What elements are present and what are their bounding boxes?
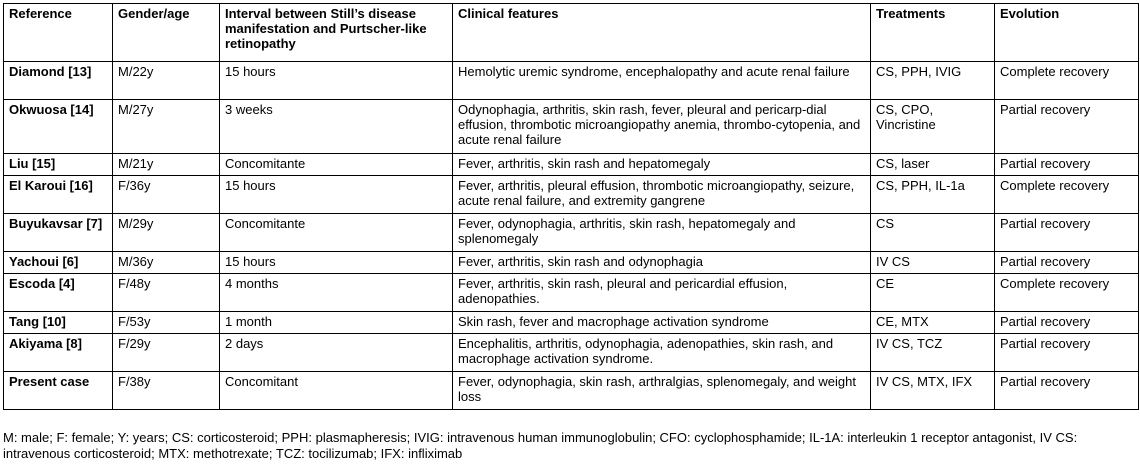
cell-treatments: IV CS, MTX, IFX [871, 372, 995, 410]
cell-reference: Buyukavsar [7] [4, 214, 113, 252]
cell-gender-age: M/22y [113, 62, 220, 100]
cell-interval: 1 month [220, 312, 453, 334]
cell-reference: Diamond [13] [4, 62, 113, 100]
cell-gender-age: M/36y [113, 252, 220, 274]
cell-evolution: Partial recovery [995, 154, 1139, 176]
cell-interval: 3 weeks [220, 100, 453, 154]
cell-reference: Okwuosa [14] [4, 100, 113, 154]
cell-treatments: CS, PPH, IVIG [871, 62, 995, 100]
cell-gender-age: F/38y [113, 372, 220, 410]
cell-treatments: CS, CPO, Vincristine [871, 100, 995, 154]
cell-clinical-features: Hemolytic uremic syndrome, encephalopathy and acute renal failure [453, 62, 871, 100]
cell-clinical-features: Odynophagia, arthritis, skin rash, fever, pleural and pericarp-dial effusion, thrombotic microangiopathy anemia, thrombo-cytopenia, and acute renal failure [453, 100, 871, 154]
cell-clinical-features: Fever, arthritis, skin rash, pleural and pericardial effusion, adenopathies. [453, 274, 871, 312]
table-row [4, 252, 1139, 274]
table-row [4, 154, 1139, 176]
cell-clinical-features: Fever, arthritis, skin rash and odynophagia [453, 252, 871, 274]
cell-interval: 4 months [220, 274, 453, 312]
table-row [4, 274, 1139, 312]
cell-clinical-features: Fever, odynophagia, skin rash, arthralgias, splenomegaly, and weight loss [453, 372, 871, 410]
table-row [4, 372, 1139, 410]
cell-gender-age: F/36y [113, 176, 220, 214]
case-table [3, 3, 1139, 410]
col-header-gender-age: Gender/age [113, 4, 220, 62]
cell-evolution: Partial recovery [995, 372, 1139, 410]
table-row [4, 100, 1139, 154]
col-header-evolution: Evolution [995, 4, 1139, 62]
cell-gender-age: F/29y [113, 334, 220, 372]
cell-treatments: CS, laser [871, 154, 995, 176]
cell-interval: 15 hours [220, 176, 453, 214]
cell-evolution: Complete recovery [995, 274, 1139, 312]
table-row [4, 176, 1139, 214]
cell-reference: El Karoui [16] [4, 176, 113, 214]
cell-interval: 15 hours [220, 62, 453, 100]
cell-interval: 15 hours [220, 252, 453, 274]
cell-reference: Present case [4, 372, 113, 410]
cell-treatments: CE [871, 274, 995, 312]
cell-clinical-features: Fever, arthritis, pleural effusion, thrombotic microangiopathy, seizure, acute renal failure, and extremity gangrene [453, 176, 871, 214]
cell-treatments: CS [871, 214, 995, 252]
cell-clinical-features: Fever, odynophagia, arthritis, skin rash, hepatomegaly and splenomegaly [453, 214, 871, 252]
cell-clinical-features: Encephalitis, arthritis, odynophagia, adenopathies, skin rash, and macrophage activation syndrome. [453, 334, 871, 372]
cell-evolution: Partial recovery [995, 312, 1139, 334]
table-row [4, 62, 1139, 100]
cell-gender-age: M/21y [113, 154, 220, 176]
cell-interval: Concomitant [220, 372, 453, 410]
cell-treatments: IV CS, TCZ [871, 334, 995, 372]
cell-treatments: CE, MTX [871, 312, 995, 334]
cell-evolution: Complete recovery [995, 176, 1139, 214]
cell-reference: Yachoui [6] [4, 252, 113, 274]
cell-gender-age: M/27y [113, 100, 220, 154]
col-header-clinical-features: Clinical features [453, 4, 871, 62]
cell-gender-age: M/29y [113, 214, 220, 252]
col-header-reference: Reference [4, 4, 113, 62]
cell-interval: 2 days [220, 334, 453, 372]
table-row [4, 214, 1139, 252]
cell-reference: Liu [15] [4, 154, 113, 176]
cell-interval: Concomitante [220, 154, 453, 176]
col-header-interval: Interval between Still’s disease manifestation and Purtscher-like retinopathy [220, 4, 453, 62]
cell-gender-age: F/48y [113, 274, 220, 312]
cell-evolution: Partial recovery [995, 252, 1139, 274]
cell-interval: Concomitante [220, 214, 453, 252]
header-row [4, 4, 1139, 62]
cell-evolution: Partial recovery [995, 100, 1139, 154]
cell-gender-age: F/53y [113, 312, 220, 334]
table-row [4, 312, 1139, 334]
cell-reference: Akiyama [8] [4, 334, 113, 372]
cell-reference: Tang [10] [4, 312, 113, 334]
cell-treatments: IV CS [871, 252, 995, 274]
cell-treatments: CS, PPH, IL-1a [871, 176, 995, 214]
col-header-treatments: Treatments [871, 4, 995, 62]
cell-clinical-features: Fever, arthritis, skin rash and hepatomegaly [453, 154, 871, 176]
cell-reference: Escoda [4] [4, 274, 113, 312]
table-row [4, 334, 1139, 372]
cell-evolution: Partial recovery [995, 334, 1139, 372]
cell-evolution: Partial recovery [995, 214, 1139, 252]
table-footnote: M: male; F: female; Y: years; CS: corticosteroid; PPH: plasmapheresis; IVIG: intravenous human immunoglobulin; CFO: cyclophosphamide; IL-1A: interleukin 1 receptor antagonist, IV CS: intravenous corticosteroid; MTX: methotrexate; TCZ: tocilizumab; IFX: infliximab [3, 430, 1078, 461]
cell-clinical-features: Skin rash, fever and macrophage activation syndrome [453, 312, 871, 334]
cell-evolution: Complete recovery [995, 62, 1139, 100]
